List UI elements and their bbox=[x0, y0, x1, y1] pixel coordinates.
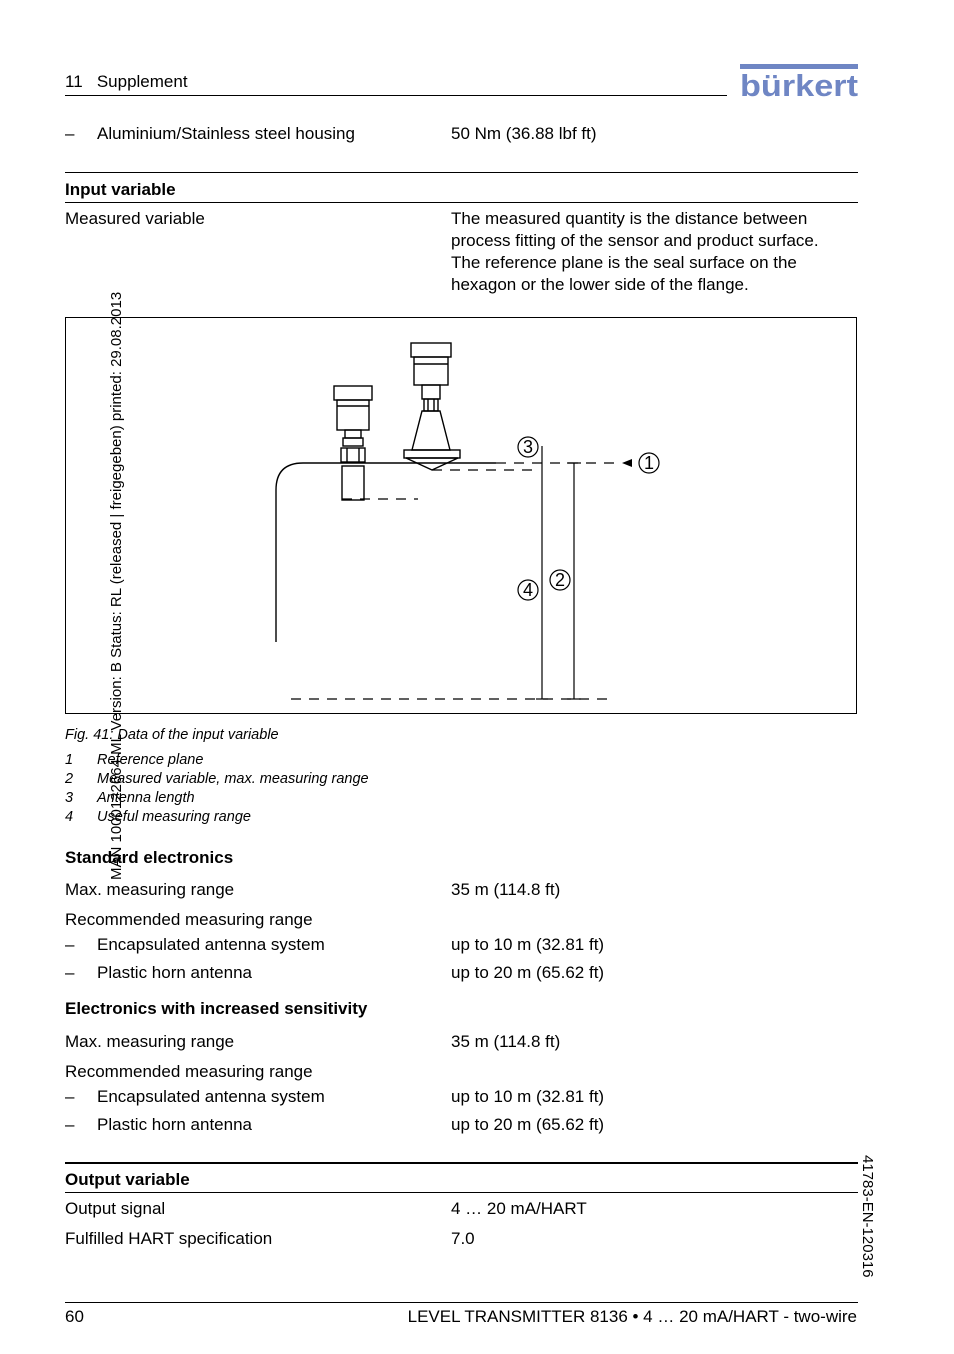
page-number: 60 bbox=[65, 1307, 84, 1326]
sensor-diagram bbox=[66, 318, 858, 715]
document-status-margin: MAN 1000122664 ML Version: B Status: RL (released | freigegeben) printed: 29.08.2013 bbox=[108, 291, 125, 880]
std-rec-label: Recommended measuring range bbox=[65, 910, 313, 929]
burkert-logo bbox=[740, 62, 858, 100]
std-row-label: Encapsulated antenna system bbox=[97, 935, 325, 954]
legend-num: 4 bbox=[65, 809, 74, 825]
inc-max-value: 35 m (114.8 ft) bbox=[451, 1032, 561, 1051]
svg-text:3: 3 bbox=[522, 437, 534, 457]
measured-text-line: The reference plane is the seal surface on the bbox=[451, 253, 797, 272]
document-code: 41783-EN-120316 bbox=[859, 1155, 876, 1278]
measured-text-line: process fitting of the sensor and product surface. bbox=[451, 231, 819, 250]
callout-1 bbox=[639, 453, 659, 473]
input-bottom-rule bbox=[65, 202, 858, 203]
legend-text: Antenna length bbox=[97, 790, 195, 806]
footer-rule bbox=[65, 1302, 858, 1303]
legend-item bbox=[65, 751, 203, 770]
inc-row-label: Encapsulated antenna system bbox=[97, 1087, 325, 1106]
inc-row-value: up to 10 m (32.81 ft) bbox=[451, 1087, 605, 1106]
legend-num: 2 bbox=[65, 771, 74, 787]
torque-dash: – bbox=[65, 124, 75, 143]
output-bottom-rule bbox=[65, 1192, 858, 1193]
inc-row-dash: – bbox=[65, 1115, 75, 1134]
std-row-value: up to 10 m (32.81 ft) bbox=[451, 935, 605, 954]
horn-sensor bbox=[404, 343, 460, 470]
increased-sensitivity-heading: Electronics with increased sensitivity bbox=[65, 999, 368, 1018]
inc-row-value: up to 20 m (65.62 ft) bbox=[451, 1115, 605, 1134]
legend-text: Measured variable, max. measuring range bbox=[97, 771, 369, 787]
inc-row-label: Plastic horn antenna bbox=[97, 1115, 252, 1134]
section-heading: 11 Supplement bbox=[65, 72, 188, 91]
reference-arrow bbox=[622, 459, 632, 467]
std-row-dash: – bbox=[65, 935, 75, 954]
std-row-label: Plastic horn antenna bbox=[97, 963, 252, 982]
header-rule bbox=[65, 95, 727, 96]
output-variable-heading: Output variable bbox=[65, 1170, 190, 1189]
svg-text:1: 1 bbox=[643, 453, 655, 473]
brand-wordmark: bürkert bbox=[740, 68, 858, 100]
encapsulated-sensor bbox=[334, 386, 372, 500]
inc-row-dash: – bbox=[65, 1087, 75, 1106]
callout-4 bbox=[518, 580, 538, 600]
inc-rec-label: Recommended measuring range bbox=[65, 1062, 313, 1081]
legend-text: Useful measuring range bbox=[97, 809, 251, 825]
inc-max-label: Max. measuring range bbox=[65, 1032, 235, 1051]
footer-title: LEVEL TRANSMITTER 8136 • 4 … 20 mA/HART - two-wire bbox=[407, 1307, 857, 1326]
std-row-value: up to 20 m (65.62 ft) bbox=[451, 963, 605, 982]
legend-num: 3 bbox=[65, 790, 74, 806]
svg-text:4: 4 bbox=[522, 580, 534, 600]
callout-2 bbox=[550, 570, 570, 590]
vessel-wall bbox=[276, 463, 496, 642]
legend-text: Reference plane bbox=[97, 752, 204, 768]
output-signal-value: 4 … 20 mA/HART bbox=[451, 1199, 587, 1218]
measured-variable-text bbox=[451, 208, 857, 296]
input-top-rule bbox=[65, 172, 858, 173]
output-signal-label: Output signal bbox=[65, 1199, 166, 1218]
input-variable-figure bbox=[65, 317, 857, 714]
hart-spec-value: 7.0 bbox=[451, 1229, 475, 1248]
measured-text-line: hexagon or the lower side of the flange. bbox=[451, 275, 749, 294]
svg-text:2: 2 bbox=[554, 570, 566, 590]
callout-3 bbox=[518, 437, 538, 457]
legend-item bbox=[65, 808, 251, 827]
std-max-value: 35 m (114.8 ft) bbox=[451, 880, 561, 899]
legend-num: 1 bbox=[65, 752, 74, 768]
std-max-label: Max. measuring range bbox=[65, 880, 235, 899]
output-top-rule bbox=[65, 1162, 858, 1164]
standard-electronics-heading: Standard electronics bbox=[65, 848, 234, 867]
torque-value: 50 Nm (36.88 lbf ft) bbox=[451, 124, 597, 143]
figure-caption: Fig. 41: Data of the input variable bbox=[65, 727, 279, 743]
measured-variable-label: Measured variable bbox=[65, 209, 205, 228]
std-row-dash: – bbox=[65, 963, 75, 982]
hart-spec-label: Fulfilled HART specification bbox=[65, 1229, 273, 1248]
measured-text-line: The measured quantity is the distance between bbox=[451, 209, 808, 228]
input-variable-heading: Input variable bbox=[65, 180, 176, 199]
legend-item bbox=[65, 789, 195, 808]
torque-label: Aluminium/Stainless steel housing bbox=[97, 124, 355, 143]
